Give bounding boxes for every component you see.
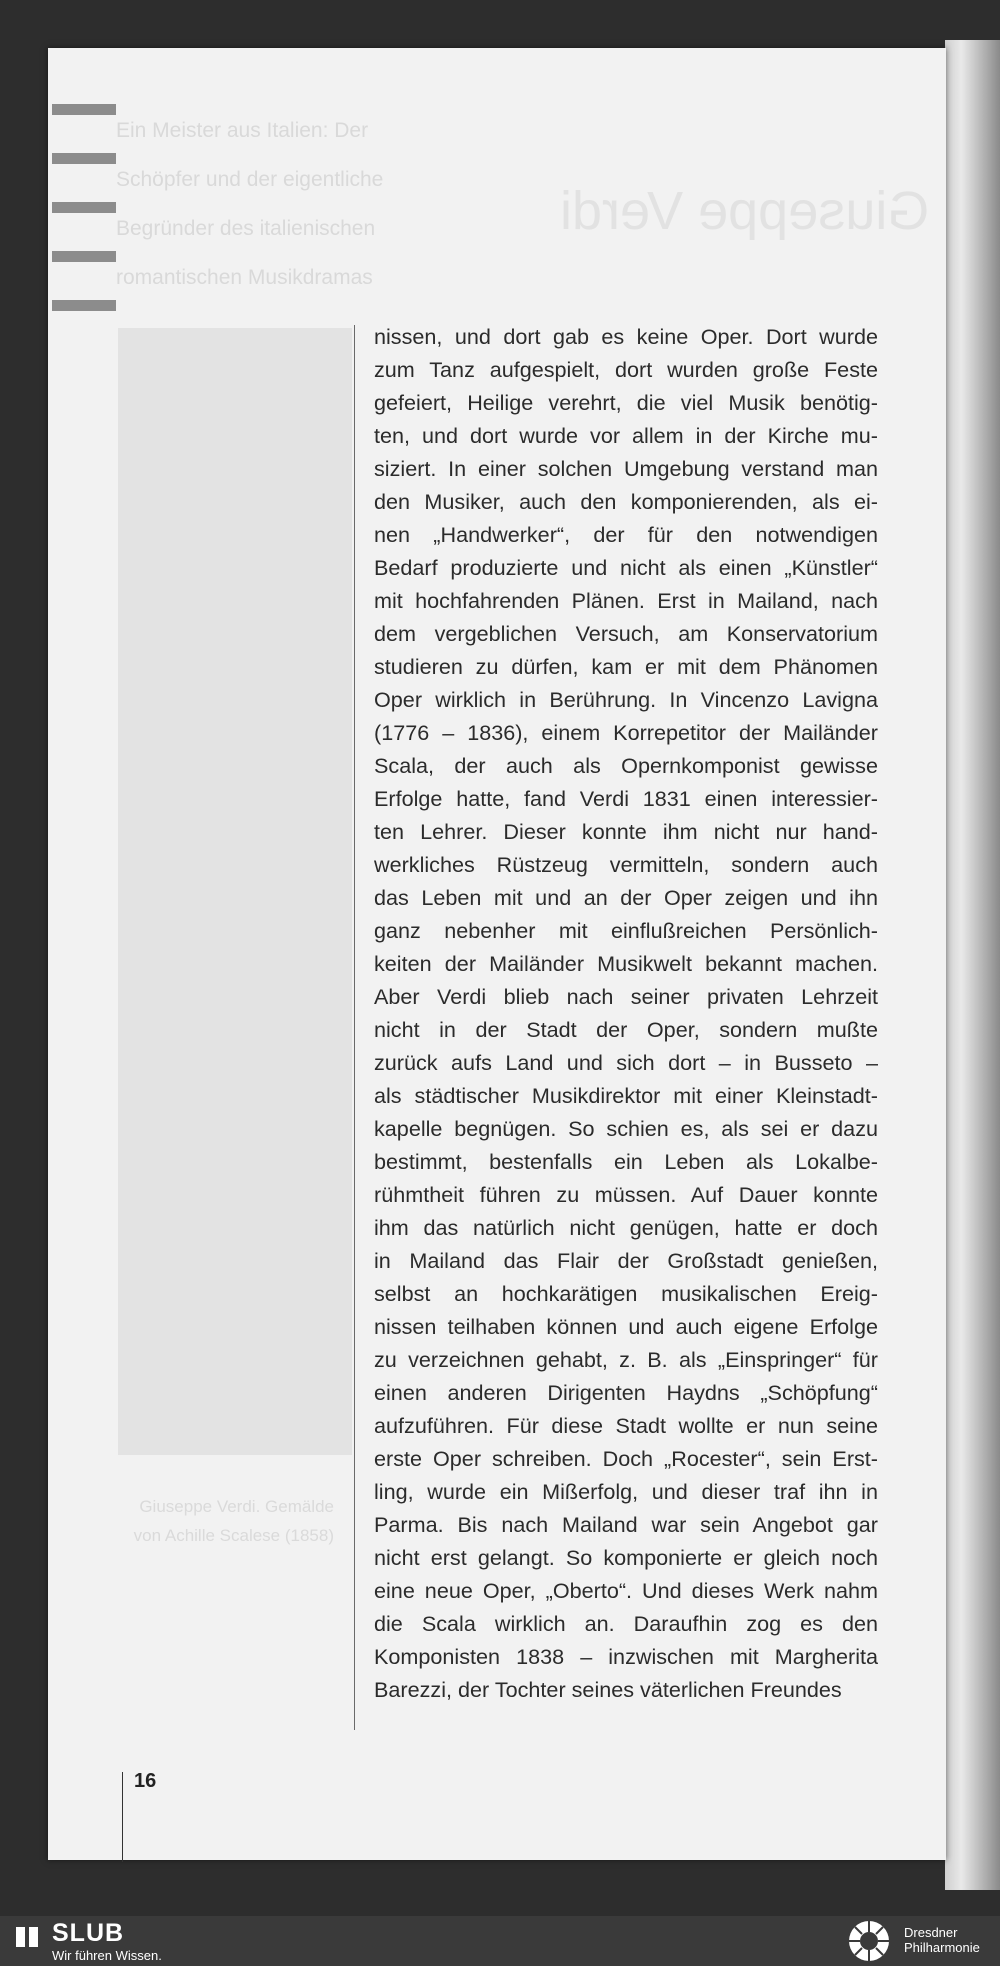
body-line: ten, und dort wurde vor allem in der Kirche mu- [374, 423, 878, 448]
slub-tagline: Wir führen Wissen. [52, 1948, 162, 1963]
body-line: nissen teilhaben können und auch eigene Erfolge [374, 1314, 878, 1339]
body-line: Scala, der auch als Opernkomponist gewisse [374, 753, 878, 778]
body-line: keiten der Mailänder Musikwelt bekannt machen. [374, 951, 878, 976]
body-line: als städtischer Musikdirektor mit einer Kleinstadt- [374, 1083, 878, 1108]
partner-line-2: Philharmonie [904, 1940, 980, 1955]
margin-bar [52, 202, 116, 213]
body-line: ten Lehrer. Dieser konnte ihm nicht nur hand- [374, 819, 878, 844]
body-line: ganz nebenher mit einflußreichen Persönlich- [374, 918, 878, 943]
body-line: kapelle begnügen. So schien es, als sei er dazu [374, 1116, 878, 1141]
body-line: zu verzeichnen gehabt, z. B. als „Einspringer“ für [374, 1347, 878, 1372]
body-line: gefeiert, Heilige verehrt, die viel Musik benötig- [374, 390, 878, 415]
body-line: zum Tanz aufgespielt, dort wurden große Feste [374, 357, 878, 382]
margin-bar [52, 104, 116, 115]
body-line: einen anderen Dirigenten Haydns „Schöpfung“ [374, 1380, 878, 1405]
footer-bar [0, 1916, 1000, 1966]
body-line: Bedarf produzierte und nicht als einen „Künstler“ [374, 555, 878, 580]
body-line: selbst an hochkarätigen musikalischen Ereig- [374, 1281, 878, 1306]
body-line: studieren zu dürfen, kam er mit dem Phänomen [374, 654, 878, 679]
page-number: 16 [134, 1770, 157, 1792]
column-rule [354, 325, 355, 1730]
slub-name: SLUB [52, 1919, 125, 1947]
folio-rule [122, 1772, 123, 1862]
body-line: Barezzi, der Tochter seines väterlichen Freundes [374, 1677, 842, 1702]
body-line: dem vergeblichen Versuch, am Konservatorium [374, 621, 878, 646]
showthrough-tagline: Ein Meister aus Italien: Der Schöpfer und der eigentliche Begründer des italienischen romantischen Musikdramas [116, 119, 384, 289]
body-line: Komponisten 1838 – inzwischen mit Margherita [374, 1644, 878, 1669]
body-line: rühmtheit führen zu müssen. Auf Dauer konnte [374, 1182, 878, 1207]
margin-bars [52, 104, 116, 349]
body-line: Parma. Bis nach Mailand war sein Angebot gar [374, 1512, 878, 1537]
body-line: in Mailand das Flair der Großstadt genießen, [374, 1248, 878, 1273]
portrait-caption: Giuseppe Verdi. Gemälde von Achille Scalese (1858) [133, 1497, 334, 1545]
portrait-image-placeholder [118, 328, 352, 1455]
body-line: das Leben mit und an der Oper zeigen und ihn [374, 885, 878, 910]
body-line: nicht erst gelangt. So komponierte er gleich noch [374, 1545, 878, 1570]
showthrough-title: Giuseppe Verdi [560, 181, 930, 241]
body-line: ling, wurde ein Mißerfolg, und dieser traf ihn in [374, 1479, 878, 1504]
margin-bar [52, 153, 116, 164]
adjacent-page-edge [945, 40, 1000, 1890]
body-line: Oper wirklich in Berührung. In Vincenzo Lavigna [374, 687, 878, 712]
body-line: nicht in der Stadt der Oper, sondern mußte [374, 1017, 878, 1042]
body-line: aufzuführen. Für diese Stadt wollte er nun seine [374, 1413, 878, 1438]
body-line: werkliches Rüstzeug vermitteln, sondern auch [374, 852, 878, 877]
body-line: nissen, und dort gab es keine Oper. Dort wurde [374, 324, 878, 349]
body-line: den Musiker, auch den komponierenden, als ei- [374, 489, 878, 514]
partner-name [904, 1925, 980, 1955]
body-line: nen „Handwerker“, der für den notwendigen [374, 522, 878, 547]
margin-bar [52, 300, 116, 311]
body-line: Erfolge hatte, fand Verdi 1831 einen interessier- [374, 786, 878, 811]
body-line: bestimmt, bestenfalls ein Leben als Lokalbe- [374, 1149, 878, 1174]
body-line: eine neue Oper, „Oberto“. Und dieses Werk nahm [374, 1578, 878, 1603]
body-line: ihm das natürlich nicht genügen, hatte er doch [374, 1215, 878, 1240]
body-line: Aber Verdi blieb nach seiner privaten Lehrzeit [374, 984, 878, 1009]
dresdner-philharmonie-logo-icon [842, 1919, 896, 1963]
body-line: zurück aufs Land und sich dort – in Busseto – [374, 1050, 878, 1075]
partner-line-1: Dresdner [904, 1925, 958, 1940]
body-line: mit hochfahrenden Plänen. Erst in Mailand, nach [374, 588, 878, 613]
body-line: die Scala wirklich an. Daraufhin zog es den [374, 1611, 878, 1636]
margin-bar [52, 251, 116, 262]
body-line: erste Oper schreiben. Doch „Rocester“, sein Erst- [374, 1446, 878, 1471]
body-line: siziert. In einer solchen Umgebung verstand man [374, 456, 878, 481]
slub-logo-icon [14, 1924, 40, 1950]
body-text [374, 320, 878, 1706]
body-line: (1776 – 1836), einem Korrepetitor der Mailänder [374, 720, 878, 745]
